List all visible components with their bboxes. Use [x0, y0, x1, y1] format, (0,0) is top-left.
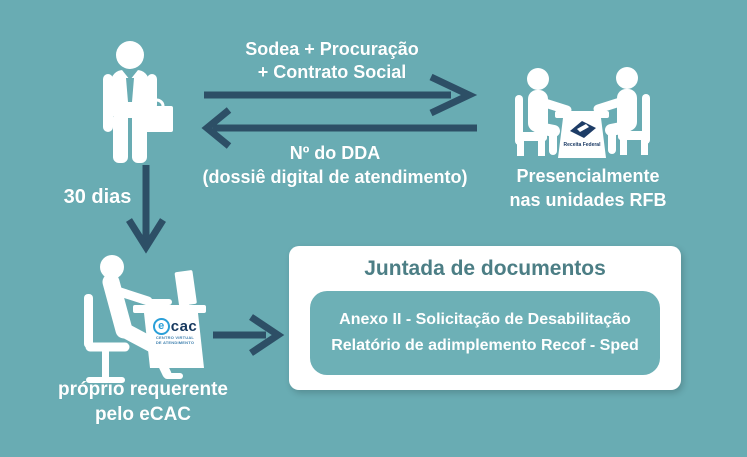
documents-box-item: Anexo II - Solicitação de Desabilitação: [339, 311, 631, 328]
receita-federal-logo-text: Receita Federal: [563, 142, 601, 148]
label-from-rfb: [185, 141, 485, 189]
label-30-dias: 30 dias: [63, 186, 132, 208]
label-ecac-caption-line1: próprio requerente: [58, 379, 228, 400]
label-from-rfb-line1: Nº do DDA: [289, 143, 381, 163]
label-rfb-caption-line2: nas unidades RFB: [509, 190, 667, 210]
ecac-logo-subtitle-line1: CENTRO VIRTUAL: [155, 335, 195, 340]
label-rfb-caption-line1: Presencialmente: [516, 166, 660, 186]
label-to-rfb-line2: + Contrato Social: [257, 62, 407, 82]
label-to-rfb: [222, 38, 442, 84]
keyboard-icon: [145, 299, 172, 305]
label-ecac-caption: [33, 377, 253, 427]
label-to-rfb-line1: Sodea + Procuração: [245, 39, 419, 59]
meeting-table-icon: [515, 67, 650, 158]
documents-box: [289, 246, 681, 390]
label-from-rfb-line2: (dossiê digital de atendimento): [202, 167, 468, 187]
ecac-logo: [150, 318, 200, 345]
documents-box-items: [310, 291, 660, 375]
ecac-e-icon: e: [153, 318, 170, 335]
label-ecac-caption-line2: pelo eCAC: [94, 404, 192, 425]
documents-box-item: Relatório de adimplemento Recof - Sped: [331, 337, 639, 354]
businessman-icon: [103, 41, 173, 163]
ecac-logo-word: cac: [170, 318, 198, 335]
arrow-right-to-documents-icon: [213, 317, 278, 353]
ecac-logo-subtitle-line2: DE ATENDIMENTO: [155, 340, 195, 345]
label-rfb-caption: [498, 164, 678, 212]
monitor-icon: [174, 270, 197, 306]
documents-box-title: Juntada de documentos: [364, 257, 606, 280]
